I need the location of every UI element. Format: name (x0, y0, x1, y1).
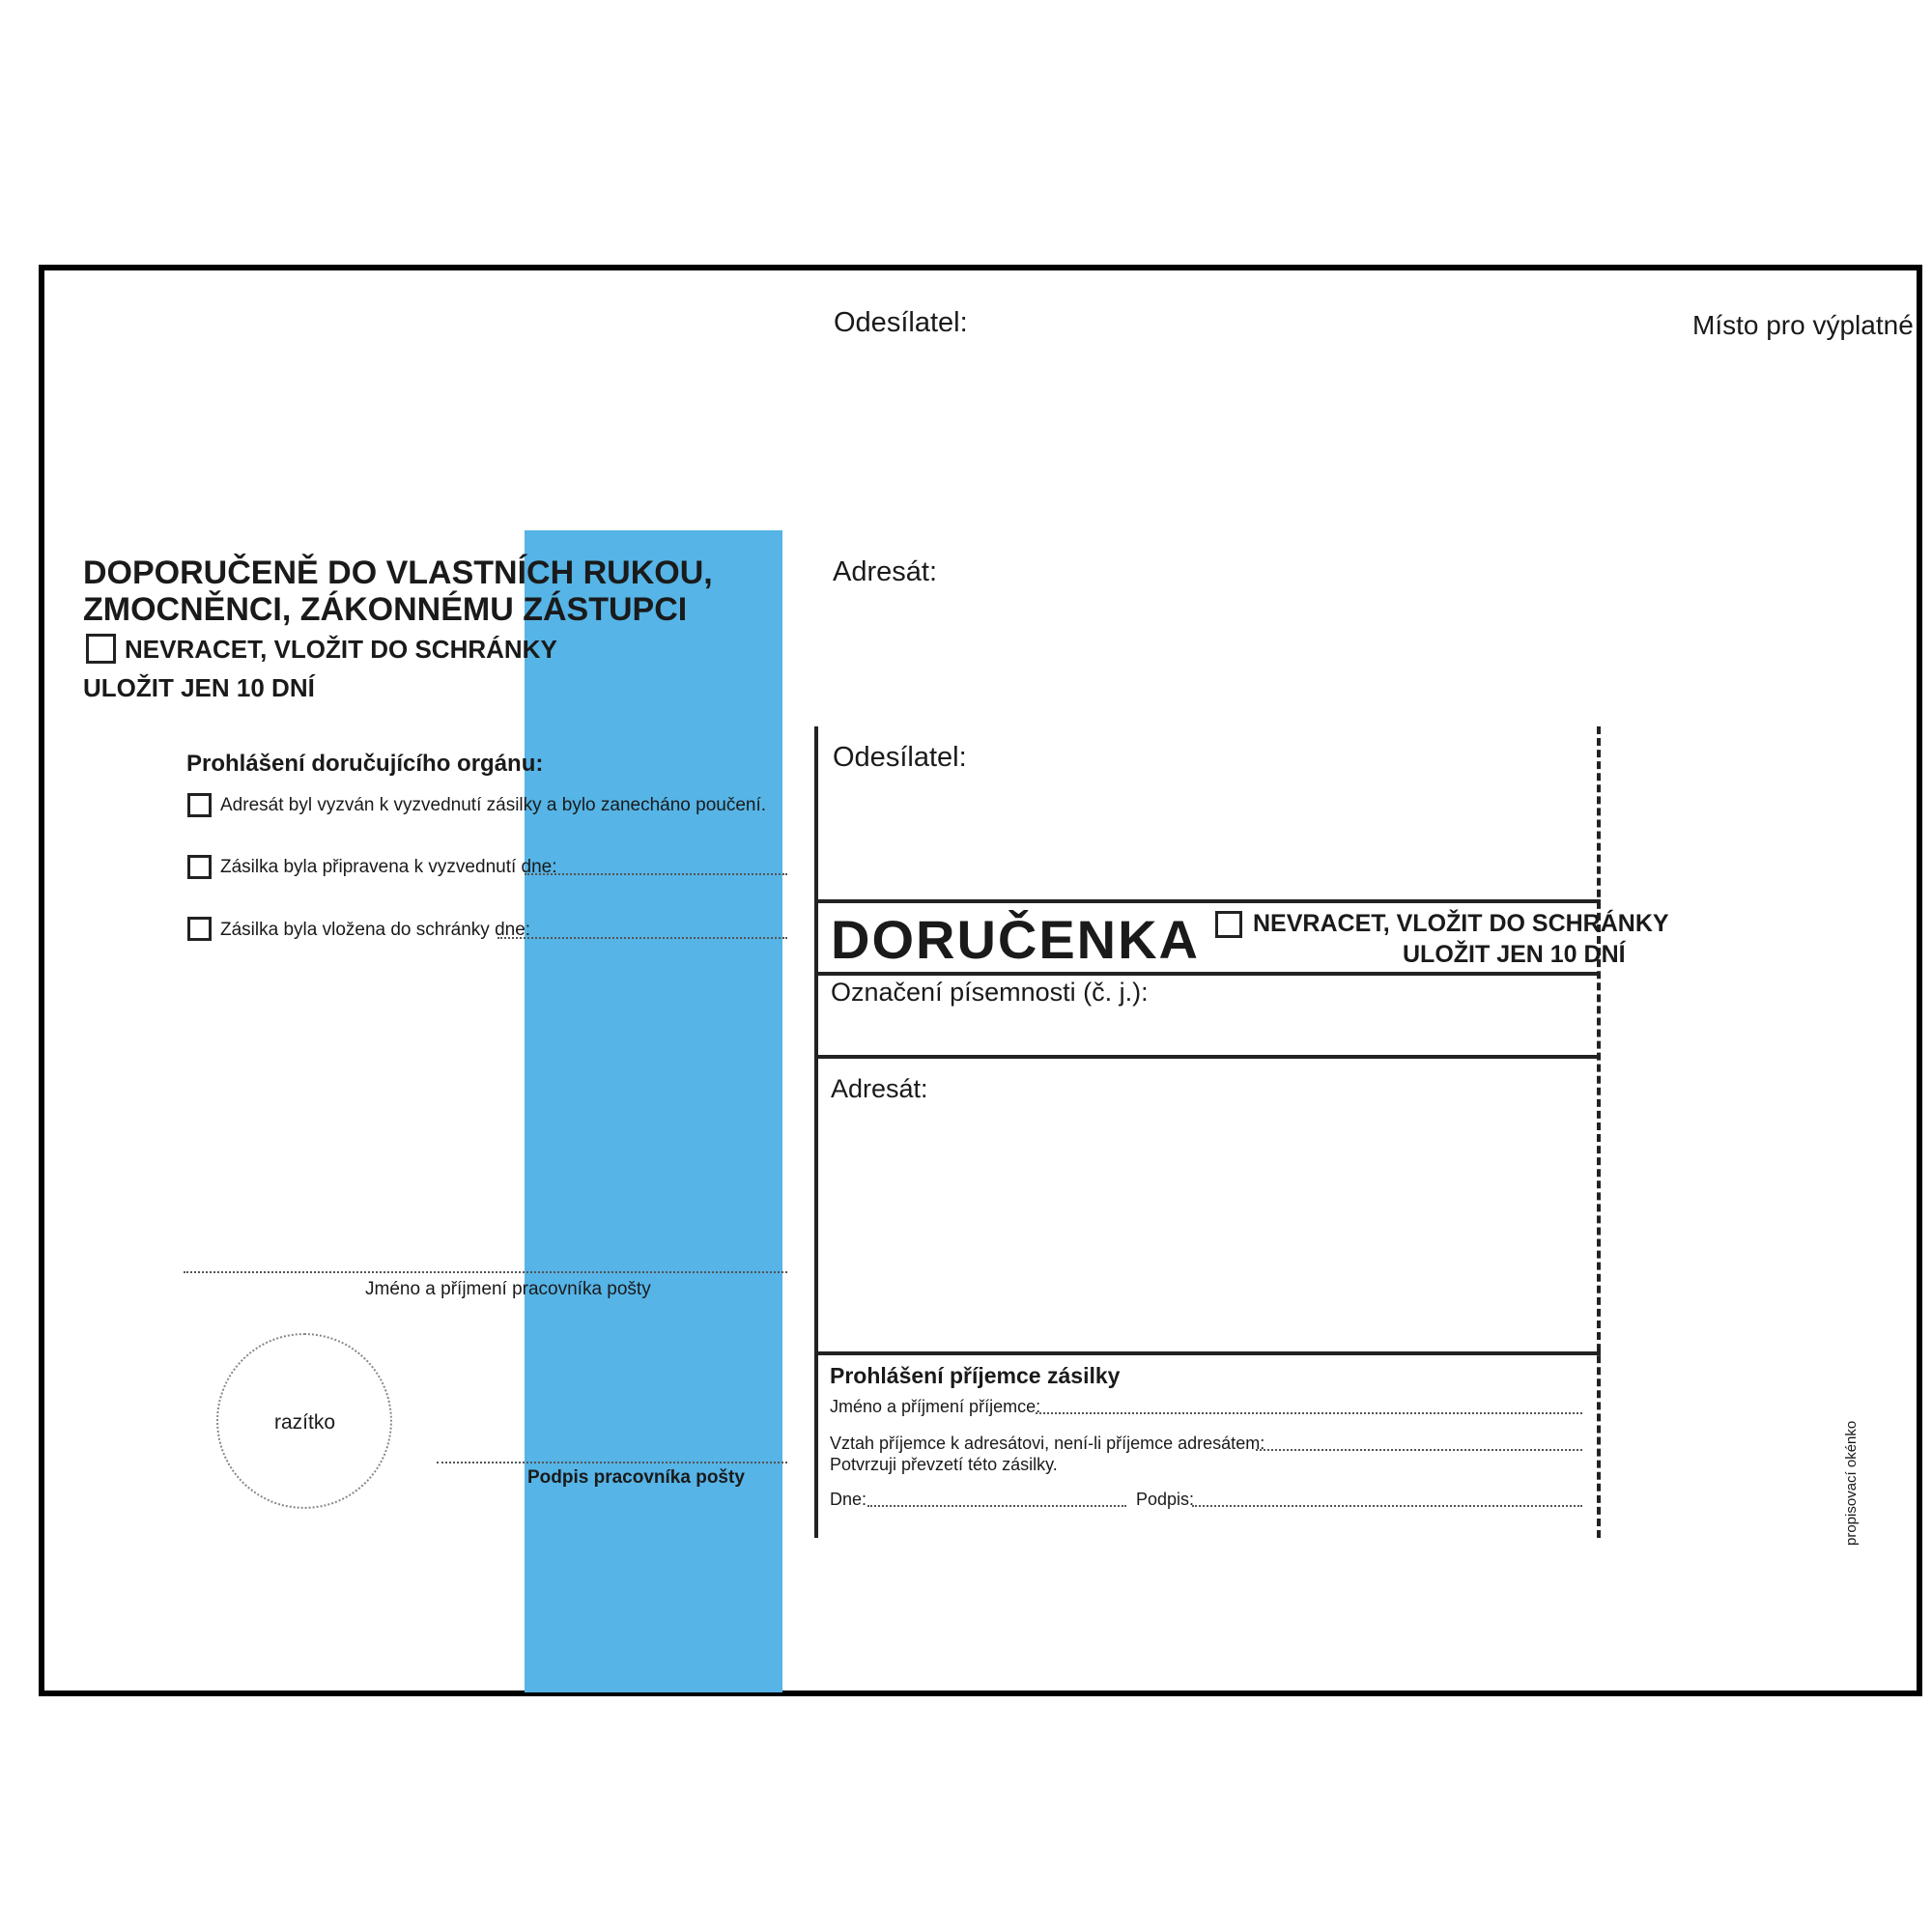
worker-signature-label: Podpis pracovníka pošty (527, 1467, 745, 1488)
item-notice-left: Adresát byl vyzván k vyzvednutí zásilky a bylo zanecháno poučení. (220, 795, 767, 815)
receipt-title: DORUČENKA (831, 909, 1200, 970)
no-return-checkbox[interactable] (86, 634, 116, 664)
checkbox-mailbox[interactable] (187, 917, 212, 941)
mailbox-date-line[interactable] (497, 937, 787, 939)
receipt-cut-line (1597, 726, 1601, 1538)
checkbox-prepared[interactable] (187, 855, 212, 879)
reference-label: Označení písemnosti (č. j.): (831, 978, 1149, 1007)
receipt-addressee-label: Adresát: (831, 1074, 928, 1103)
receipt-divider-3 (814, 1055, 1601, 1059)
recipient-declaration-title: Prohlášení příjemce zásilky (830, 1363, 1121, 1388)
checkbox-notice-left[interactable] (187, 793, 212, 817)
delivery-declaration-title: Prohlášení doručujícího orgánu: (186, 751, 544, 777)
receipt-no-return-checkbox[interactable] (1215, 911, 1242, 938)
worker-name-label: Jméno a příjmení pracovníka pošty (365, 1279, 651, 1299)
addressee-label-top: Adresát: (833, 556, 937, 587)
date-line[interactable] (867, 1505, 1126, 1507)
stamp-label: razítko (274, 1411, 336, 1434)
header-line-2: ZMOCNĚNCI, ZÁKONNÉMU ZÁSTUPCI (83, 591, 688, 628)
receipt-no-return-label: NEVRACET, VLOŽIT DO SCHRÁNKY (1253, 910, 1669, 937)
relation-label: Vztah příjemce k adresátovi, není-li příjemce adresátem: (830, 1434, 1265, 1453)
prepared-date-line[interactable] (525, 873, 787, 875)
confirm-label: Potvrzuji převzetí této zásilky. (830, 1455, 1058, 1474)
worker-signature-line[interactable] (437, 1462, 787, 1463)
blue-stripe (525, 530, 782, 1692)
item-prepared: Zásilka byla připravena k vyzvednutí dne: (220, 857, 557, 877)
signature-label: Podpis: (1136, 1490, 1195, 1509)
receipt-divider-1 (814, 899, 1601, 903)
recipient-name-line[interactable] (1036, 1412, 1582, 1414)
side-note: propisovací okénko (1843, 1420, 1860, 1546)
date-label: Dne: (830, 1490, 867, 1509)
worker-name-line[interactable] (184, 1271, 787, 1273)
signature-line[interactable] (1192, 1505, 1582, 1507)
receipt-sender-label: Odesílatel: (833, 742, 967, 773)
receipt-store-label: ULOŽIT JEN 10 DNÍ (1403, 941, 1626, 968)
recipient-name-label: Jméno a příjmení příjemce: (830, 1397, 1041, 1416)
no-return-label: NEVRACET, VLOŽIT DO SCHRÁNKY (125, 635, 557, 664)
postage-label: Místo pro výplatné (1692, 310, 1914, 340)
store-10-days-label: ULOŽIT JEN 10 DNÍ (83, 673, 315, 702)
header-line-1: DOPORUČENĚ DO VLASTNÍCH RUKOU, (83, 554, 713, 591)
relation-line[interactable] (1256, 1449, 1582, 1451)
item-mailbox: Zásilka byla vložena do schránky dne: (220, 920, 531, 940)
receipt-divider-4 (814, 1351, 1601, 1355)
sender-label-top: Odesílatel: (834, 307, 968, 338)
receipt-divider-2 (814, 972, 1601, 976)
receipt-left-border (814, 726, 818, 1538)
